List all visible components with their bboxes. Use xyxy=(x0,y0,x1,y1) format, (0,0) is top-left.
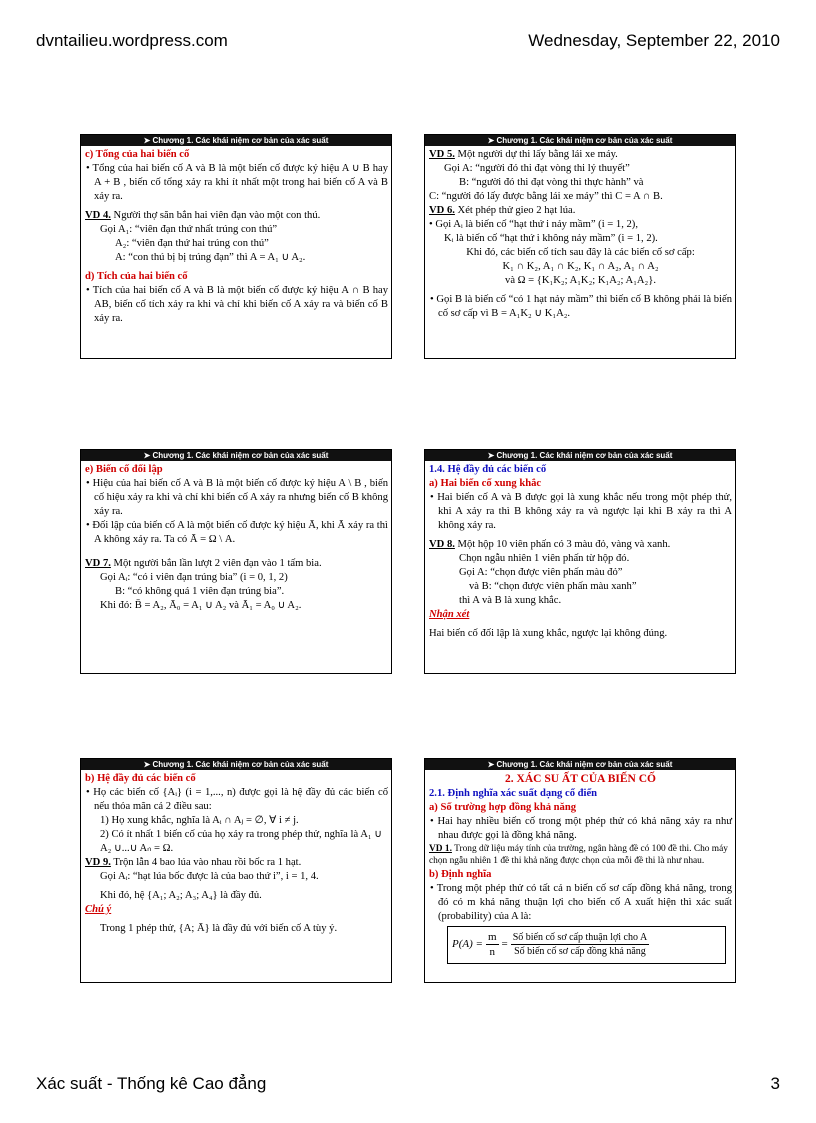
example-line: Chọn ngẫu nhiên 1 viên phấn từ hộp đó. xyxy=(459,552,630,564)
formula-n: n xyxy=(489,946,495,959)
site-url: dvntailieu.wordpress.com xyxy=(36,31,228,50)
formula-lhs: P(A) = xyxy=(452,938,483,951)
example-line: • Gọi Aᵢ là biến cố “hạt thứ i nảy mầm” (i = 1, 2), xyxy=(429,218,638,230)
slide-header: ➤ Chương 1. Các khái niệm cơ bản của xác suất xyxy=(425,450,735,461)
note-label: Chú ý xyxy=(85,903,112,915)
example-line: Khi đó, hệ {A₁; A₂; A₃; A₄} là đầy đủ. xyxy=(100,889,262,901)
formula-line: K₁ ∩ K₂, A₁ ∩ K₂, K₁ ∩ A₂, A₁ ∩ A₂ xyxy=(502,260,659,272)
heading-sum-events: c) Tổng của hai biến cố xyxy=(85,149,190,160)
print-date: Wednesday, September 22, 2010 xyxy=(528,31,780,50)
example-line: Kᵢ là biến cố “hạt thứ i không nảy mầm” (i = 1, 2). xyxy=(444,232,658,244)
formula-eq: = xyxy=(501,938,508,951)
example-line: A: “con thú bị bị trúng đạn” thì A = A₁ ∪ A₂. xyxy=(115,251,306,263)
example-label: VD 9. xyxy=(85,856,111,868)
complete-system-definition: • Họ các biến cố {Aᵢ} (i = 1,..., n) được gọi là hệ đầy đủ các biến cố nếu thỏa mãn cả 2 điều sau: xyxy=(86,786,388,812)
example-line: Gọi Aᵢ: “hạt lúa bốc được là của bao thứ i”, i = 1, 4. xyxy=(100,870,319,882)
example-line: A₂: “viên đạn thứ hai trúng con thú” xyxy=(115,237,269,249)
formula-numerator: Số biến cố sơ cấp thuận lợi cho A xyxy=(511,931,649,945)
slide-header: ➤ Chương 1. Các khái niệm cơ bản của xác suất xyxy=(81,759,391,770)
slide-header: ➤ Chương 1. Các khái niệm cơ bản của xác suất xyxy=(425,135,735,146)
formula-line: và Ω = {K₁K₂; A₁K₂; K₁A₂; A₁A₂}. xyxy=(505,274,656,286)
example-line: • Gọi B là biến cố “có 1 hạt nảy mầm” thì biến cố B không phải là biến cố sơ cấp vì B = A₁K₂ ∪ K₁A₂. xyxy=(430,293,732,319)
page-number: 3 xyxy=(770,1074,780,1093)
heading-mutually-exclusive: a) Hai biến cố xung khắc xyxy=(429,477,542,489)
condition-line: 1) Họ xung khắc, nghĩa là Aᵢ ∩ Aⱼ = ∅, ∀ i ≠ j. xyxy=(100,814,299,826)
formula-m: m xyxy=(486,930,499,946)
probability-definition: • Trong một phép thử có tất cả n biến cố sơ cấp đồng khả năng, trong đó có m khả năng thuận lợi cho biến cố A xuất hiện thì xác suất (probability) của A là: xyxy=(430,882,732,922)
formula-denominator: Số biến cố sơ cấp đồng khả năng xyxy=(514,946,646,958)
example-line: Khi đó: B̄ = A₂, Ā₀ = A₁ ∪ A₂ và Ā₁ = A₀ ∪ A₂. xyxy=(100,599,302,611)
heading-complete-system: b) Hệ đầy đủ các biến cố xyxy=(85,773,196,784)
example-line: Gọi A: “người đó thi đạt vòng thi lý thuyết” xyxy=(444,162,630,174)
footer-title: Xác suất - Thống kê Cao đẳng xyxy=(36,1074,267,1093)
slide-1 xyxy=(80,134,392,359)
complement-definition: • Đối lập của biến cố A là một biến cố được ký hiệu Ā, khi Ā xảy ra thì A không xảy ra. Ta có Ā = Ω \ A. xyxy=(86,519,388,545)
slide-header: ➤ Chương 1. Các khái niệm cơ bản của xác suất xyxy=(81,135,391,146)
example-text: Một người dự thi lấy bằng lái xe máy. xyxy=(454,149,618,160)
remark-text: Hai biến cố đối lập là xung khắc, ngược lại không đúng. xyxy=(429,627,668,639)
heading-product-events: d) Tích của hai biến cố xyxy=(85,270,188,282)
note-text: Trong 1 phép thử, {A; Ā} là đầy đủ với biến cố A tùy ý. xyxy=(100,922,338,934)
example-label: VD 4. xyxy=(85,209,111,221)
slide-3 xyxy=(80,449,392,674)
probability-formula xyxy=(447,926,726,964)
example-line: C: “người đó lấy được bằng lái xe máy” thì C = A ∩ B. xyxy=(429,190,663,202)
example-line: Gọi Aᵢ: “có i viên đạn trúng bia” (i = 0, 1, 2) xyxy=(100,571,288,583)
difference-definition: • Hiệu của hai biến cố A và B là một biến cố được ký hiệu A \ B , biến cố hiệu xảy ra khi và chỉ khi biến cố A xảy ra nhưng biến cố B không xảy ra. xyxy=(86,477,388,517)
slide-header: ➤ Chương 1. Các khái niệm cơ bản của xác suất xyxy=(425,759,735,770)
slide-6 xyxy=(424,758,736,983)
example-label: VD 8. xyxy=(429,538,455,550)
equally-likely-definition: • Hai hay nhiều biến cố trong một phép thử có khả năng xảy ra như nhau được gọi là đồng khả năng. xyxy=(430,816,732,842)
example-label: VD 6. xyxy=(429,204,455,216)
slide-4 xyxy=(424,449,736,674)
exclusive-definition: • Hai biến cố A và B được gọi là xung khắc nếu trong một phép thử, khi A xảy ra thì B không xảy ra và ngược lại khi B xảy ra thì A không xảy ra. xyxy=(430,491,732,531)
example-line: Khi đó, các biến cố tích sau đây là các biến cố sơ cấp: xyxy=(466,246,695,258)
slide-5 xyxy=(80,758,392,983)
example-line: B: “có không quá 1 viên đạn trúng bia”. xyxy=(115,585,285,597)
example-label: VD 7. xyxy=(85,557,111,569)
example-text: Trộn lẫn 4 bao lúa vào nhau rồi bốc ra 1 hạt. xyxy=(110,856,302,868)
example-line: thì A và B là xung khắc. xyxy=(459,594,562,606)
example-text: Một hộp 10 viên phấn có 3 màu đỏ, vàng và xanh. xyxy=(454,538,671,550)
slide-2 xyxy=(424,134,736,359)
remark-label: Nhận xét xyxy=(429,608,470,620)
heading-definition: b) Định nghĩa xyxy=(429,868,492,880)
example-text: Xét phép thử gieo 2 hạt lúa. xyxy=(454,204,576,216)
example-text: Một người bắn lần lượt 2 viên đạn vào 1 tấm bia. xyxy=(110,557,322,569)
condition-line: 2) Có ít nhất 1 biến cố của họ xảy ra trong phép thử, nghĩa là A₁ ∪ A₂ ∪...∪ Aₙ = Ω. xyxy=(100,828,382,854)
example-text: Trong dữ liệu máy tính của trường, ngân hàng đề có 100 đề thi. Cho máy chọn ngẫu nhiên 1 đề thi khả năng được chọn của mỗi đề thi là như nhau. xyxy=(429,844,728,867)
section-heading: 2.1. Định nghĩa xác suất dạng cổ điển xyxy=(429,788,598,800)
heading-complement: e) Biến cố đối lập xyxy=(85,464,163,475)
chapter-title: 2. XÁC SU ẤT CỦA BIẾN CỐ xyxy=(505,773,656,785)
example-label: VD 1. xyxy=(429,844,452,855)
product-definition: • Tích của hai biến cố A và B là một biến cố được ký hiệu A ∩ B hay AB, biến cố tích xảy ra khi và chỉ khi biến cố A xảy ra và biến cố B xảy ra. xyxy=(86,284,388,324)
example-line: và B: “chọn được viên phấn màu xanh” xyxy=(469,580,637,592)
example-line: Gọi A₁: “viên đạn thứ nhất trúng con thú” xyxy=(100,223,278,235)
sum-definition: • Tổng của hai biến cố A và B là một biến cố được ký hiệu A ∪ B hay A + B , biến cố tổng xảy ra khi ít nhất một trong hai biến cố A và B xảy ra. xyxy=(86,162,388,202)
example-line: B: “người đó thi đạt vòng thi thực hành” và xyxy=(459,176,644,188)
example-text: Người thợ săn bắn hai viên đạn vào một con thú. xyxy=(110,209,321,221)
example-label: VD 5. xyxy=(429,149,455,160)
heading-equally-likely: a) Số trường hợp đồng khả năng xyxy=(429,802,577,814)
slide-header: ➤ Chương 1. Các khái niệm cơ bản của xác suất xyxy=(81,450,391,461)
example-line: Gọi A: “chọn được viên phấn màu đỏ” xyxy=(459,566,623,578)
section-heading: 1.4. Hệ đầy đủ các biến cố xyxy=(429,464,547,475)
